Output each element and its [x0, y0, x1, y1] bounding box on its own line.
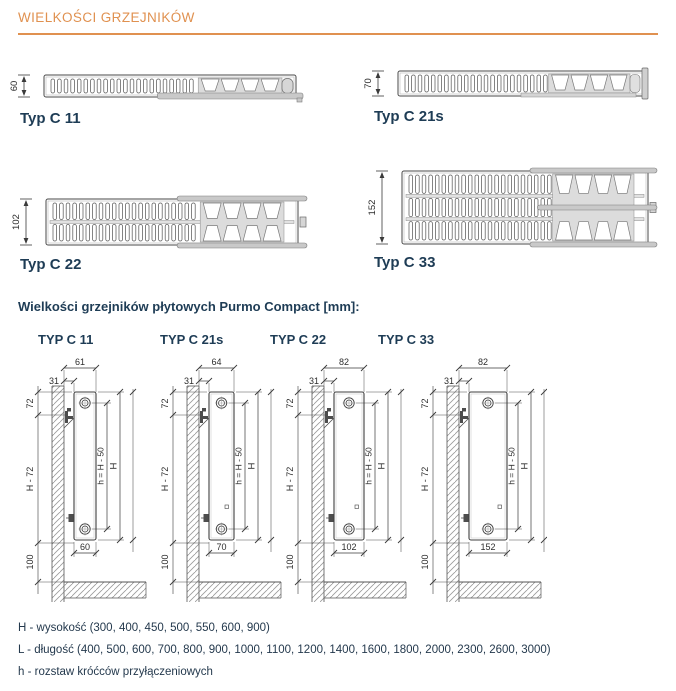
side-panel-tab: [297, 98, 302, 102]
arrow-head: [376, 89, 381, 95]
dim-left-top: 72: [420, 398, 430, 409]
floor-hatch: [199, 582, 281, 598]
dim-top-outer: 82: [477, 357, 489, 367]
wall-hatch: [187, 386, 199, 602]
arrow-head: [22, 76, 27, 82]
cross-section-label-c21s: Typ C 21s: [374, 108, 444, 125]
dim-top-inner: 31: [48, 376, 59, 386]
dim-top-outer: 61: [74, 357, 86, 367]
depth-dim-label: 102: [11, 214, 22, 230]
floor-hatch: [459, 582, 541, 598]
page-title: WIELKOŚCI GRZEJNIKÓW: [18, 10, 195, 25]
dim-top-inner: 31: [183, 376, 194, 386]
dim-pipe-spacing: h = H - 50: [233, 447, 244, 485]
arrow-head: [380, 237, 385, 243]
column-header-c21s: TYP C 21s: [160, 332, 224, 347]
dim-left-bottom: 100: [160, 554, 170, 570]
end-cap: [630, 75, 640, 93]
dim-top-inner: 31: [443, 376, 454, 386]
dim-left-top: 72: [285, 398, 295, 409]
radiator-body: [74, 392, 96, 540]
dim-left-middle: H - 72: [25, 466, 35, 492]
cross-section-figure-c11: [8, 70, 310, 127]
side-panel: [521, 93, 636, 97]
wall-bracket: [460, 411, 463, 423]
cross-section-drawing-c21s: [362, 66, 664, 105]
cross-section-drawing-c33: [366, 166, 668, 253]
end-bar: [642, 68, 648, 99]
bottom-bracket: [204, 514, 209, 522]
cross-section-figure-c22: [10, 194, 312, 273]
dim-depth: 70: [216, 542, 227, 552]
bottom-bracket: [69, 514, 74, 522]
column-header-c22: TYP C 22: [270, 332, 327, 347]
dim-depth: 60: [79, 542, 91, 552]
arrow-head: [376, 72, 381, 78]
depth-dim-label: 60: [9, 80, 20, 92]
floor-hatch: [64, 582, 146, 598]
wall-bracket: [328, 416, 333, 419]
cross-section-figure-c21s: [362, 66, 664, 125]
radiator-body: [209, 392, 234, 540]
wall-hatch: [52, 386, 64, 602]
end-cap: [282, 79, 293, 94]
side-panel: [157, 93, 303, 99]
column-header-c33: TYP C 33: [378, 332, 435, 347]
dim-height: H: [246, 462, 258, 470]
wall-hatch: [312, 386, 324, 602]
dim-pipe-spacing: h = H - 50: [363, 447, 374, 485]
wall-bracket: [463, 416, 468, 419]
dim-left-top: 72: [160, 398, 170, 409]
install-diagram-c33: [407, 356, 547, 608]
dim-left-bottom: 100: [285, 554, 295, 570]
wall-bracket: [202, 408, 206, 412]
bottom-bar: [530, 242, 657, 247]
floor-hatch: [324, 582, 406, 598]
dim-height: H: [376, 462, 388, 470]
install-diagram-c21s: [147, 356, 287, 608]
wall-bracket: [67, 408, 71, 412]
depth-dim-label: 152: [367, 199, 378, 216]
dim-left-bottom: 100: [420, 554, 430, 570]
dim-height: H: [108, 462, 120, 470]
dim-pipe-spacing: h = H - 50: [506, 447, 517, 485]
wall-bracket: [65, 411, 68, 423]
middle-bar: [537, 205, 657, 210]
bottom-bracket: [464, 514, 469, 522]
cross-section-drawing-c22: [10, 194, 312, 254]
bottom-bracket: [329, 514, 334, 522]
arrow-head: [22, 90, 27, 96]
title-underline: [18, 33, 658, 35]
dim-left-middle: H - 72: [160, 466, 170, 492]
drain-port: [355, 505, 359, 509]
connector-tab: [300, 217, 306, 227]
dim-left-top: 72: [25, 398, 35, 409]
install-diagram-c22: [272, 356, 412, 608]
top-bar: [177, 196, 307, 201]
cross-section-label-c11: Typ C 11: [20, 110, 81, 127]
wall-bracket: [327, 408, 331, 412]
arrow-head: [380, 172, 385, 178]
cross-section-drawing-c11: [8, 70, 310, 106]
wall-bracket: [203, 416, 208, 419]
cross-section-figure-c33: [366, 166, 668, 271]
legend-line-length: L - długość (400, 500, 600, 700, 800, 900, 1000, 1100, 1200, 1400, 1600, 1800, 2000, 2300, 2600, 3000): [18, 644, 551, 656]
dim-depth: 102: [341, 542, 357, 552]
wall-bracket: [68, 416, 73, 419]
radiator-body: [469, 392, 507, 540]
wall-bracket: [462, 408, 466, 412]
wall-bracket: [200, 411, 203, 423]
dim-top-outer: 82: [338, 357, 350, 367]
legend: [18, 617, 551, 683]
drain-port: [225, 505, 229, 509]
install-diagram-c11: [12, 356, 152, 608]
dim-depth: 152: [480, 542, 496, 552]
wall-hatch: [447, 386, 459, 602]
legend-line-height: H - wysokość (300, 400, 450, 500, 550, 600, 900): [18, 622, 270, 634]
arrow-head: [24, 238, 29, 244]
dim-left-bottom: 100: [25, 554, 35, 570]
dim-pipe-spacing: h = H - 50: [95, 447, 106, 485]
bottom-bar: [177, 243, 307, 248]
dim-left-middle: H - 72: [285, 466, 295, 492]
dim-height: H: [519, 462, 531, 470]
compact-section-heading: Wielkości grzejników płytowych Purmo Compact [mm]:: [18, 299, 360, 314]
dim-left-middle: H - 72: [420, 466, 430, 492]
dim-top-inner: 31: [308, 376, 319, 386]
depth-dim-label: 70: [363, 78, 374, 89]
legend-line-pipe-spacing: h - rozstaw króćców przyłączeniowych: [18, 666, 213, 678]
radiator-body: [334, 392, 364, 540]
dim-top-outer: 64: [211, 357, 222, 367]
column-header-c11: TYP C 11: [38, 332, 94, 347]
cross-section-label-c22: Typ C 22: [20, 256, 82, 273]
cross-section-label-c33: Typ C 33: [374, 254, 436, 271]
drain-port: [498, 505, 502, 509]
top-bar: [530, 168, 657, 173]
wall-bracket: [325, 411, 328, 423]
arrow-head: [24, 200, 29, 206]
